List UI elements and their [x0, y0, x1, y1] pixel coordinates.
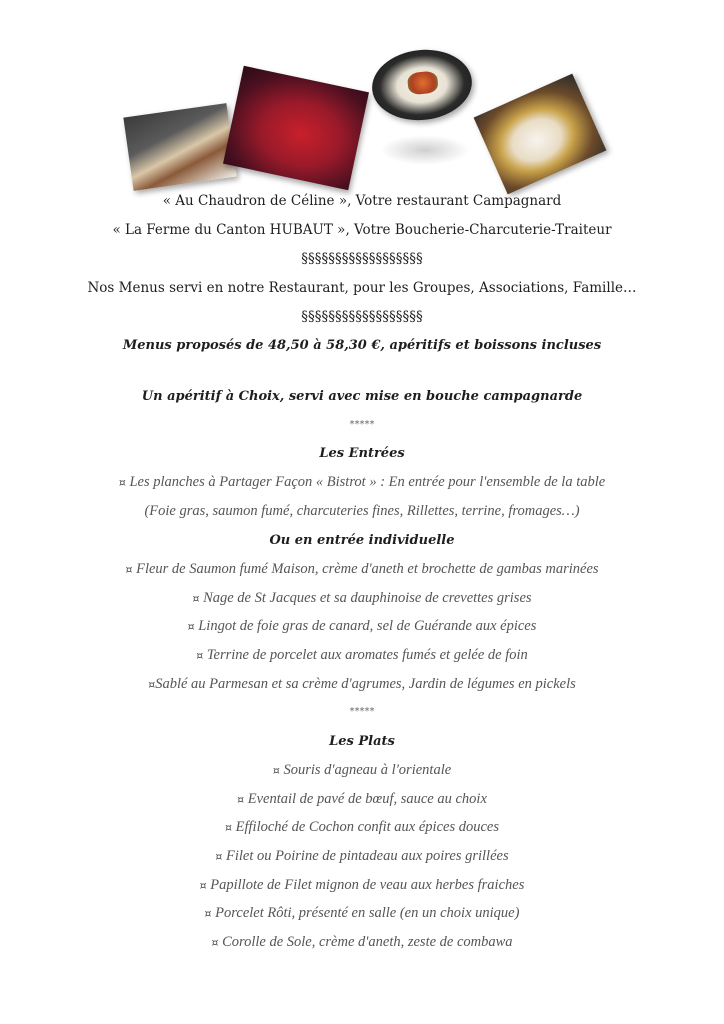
- list-item: [0, 618, 724, 635]
- photo-charcuterie-board: [123, 103, 236, 191]
- bullet-mark: ¤: [204, 907, 212, 920]
- bullet-mark: ¤: [148, 678, 156, 691]
- item-text: Papillote de Filet mignon de veau aux herbes fraiches: [210, 877, 525, 893]
- bullet-mark: ¤: [196, 649, 204, 662]
- aperitif-title: Un apéritif à Choix, servi avec mise en bouche campagnarde: [141, 389, 583, 404]
- item-text: Les planches à Partager Façon « Bistrot » : En entrée pour l'ensemble de la table: [129, 474, 606, 490]
- decoration-line: §§§§§§§§§§§§§§§§§§: [301, 309, 423, 325]
- item-text: Filet ou Poirine de pintadeau aux poires grillées: [226, 848, 509, 864]
- bullet-mark: ¤: [272, 764, 280, 777]
- individual-title: Ou en entrée individuelle: [269, 533, 455, 548]
- bullet-mark: ¤: [225, 821, 233, 834]
- list-item: [0, 762, 724, 779]
- list-item: [0, 905, 724, 922]
- item-text: Souris d'agneau à l'orientale: [283, 762, 452, 778]
- intro-line: Nos Menus servi en notre Restaurant, pour les Groupes, Associations, Famille…: [87, 280, 637, 296]
- item-text: Eventail de pavé de bœuf, sauce au choix: [247, 791, 487, 807]
- item-text: Lingot de foie gras de canard, sel de Guérande aux épices: [198, 618, 537, 634]
- item-text: Porcelet Rôti, présenté en salle (en un choix unique): [215, 905, 520, 921]
- section-separator: *****: [349, 706, 375, 717]
- bullet-mark: ¤: [215, 850, 223, 863]
- bullet-mark: ¤: [125, 563, 133, 576]
- bullet-mark: ¤: [118, 476, 126, 489]
- restaurant-title: « Au Chaudron de Céline », Votre restaurant Campagnard: [162, 193, 562, 209]
- item-text: Effiloché de Cochon confit aux épices douces: [235, 819, 499, 835]
- bullet-mark: ¤: [211, 936, 219, 949]
- list-item: [0, 647, 724, 664]
- dish-food: [407, 70, 439, 95]
- price-line: Menus proposés de 48,50 à 58,30 €, apéritifs et boissons incluses: [122, 338, 602, 353]
- list-item: [0, 877, 724, 894]
- list-item: [0, 791, 724, 808]
- photo-shadow: [380, 135, 470, 165]
- photo-red-meat-platter: [223, 66, 369, 190]
- list-item: [0, 561, 724, 578]
- bullet-mark: ¤: [199, 879, 207, 892]
- planches-detail: (Foie gras, saumon fumé, charcuteries fines, Rillettes, terrine, fromages…): [144, 503, 580, 519]
- item-text: Nage de St Jacques et sa dauphinoise de crevettes grises: [203, 590, 532, 606]
- decoration-line: §§§§§§§§§§§§§§§§§§: [301, 251, 423, 267]
- entrees-title: Les Entrées: [319, 446, 405, 461]
- item-text: Corolle de Sole, crème d'aneth, zeste de combawa: [222, 934, 513, 950]
- plats-title: Les Plats: [329, 734, 395, 749]
- list-item: [0, 676, 724, 693]
- bullet-mark: ¤: [187, 620, 195, 633]
- list-item: [0, 848, 724, 865]
- list-item: [0, 474, 724, 491]
- item-text: Terrine de porcelet aux aromates fumés et gelée de foin: [206, 647, 528, 663]
- bullet-mark: ¤: [237, 793, 245, 806]
- list-item: [0, 934, 724, 951]
- section-separator: *****: [349, 419, 375, 430]
- photo-plated-dish: [369, 45, 476, 125]
- list-item: [0, 590, 724, 607]
- bullet-mark: ¤: [192, 592, 200, 605]
- photo-gourmet-plate: [474, 74, 607, 195]
- item-text: Fleur de Saumon fumé Maison, crème d'aneth et brochette de gambas marinées: [136, 561, 599, 577]
- butcher-title: « La Ferme du Canton HUBAUT », Votre Boucherie-Charcuterie-Traiteur: [112, 222, 612, 238]
- list-item: [0, 819, 724, 836]
- item-text: Sablé au Parmesan et sa crème d'agrumes, Jardin de légumes en pickels: [155, 676, 576, 692]
